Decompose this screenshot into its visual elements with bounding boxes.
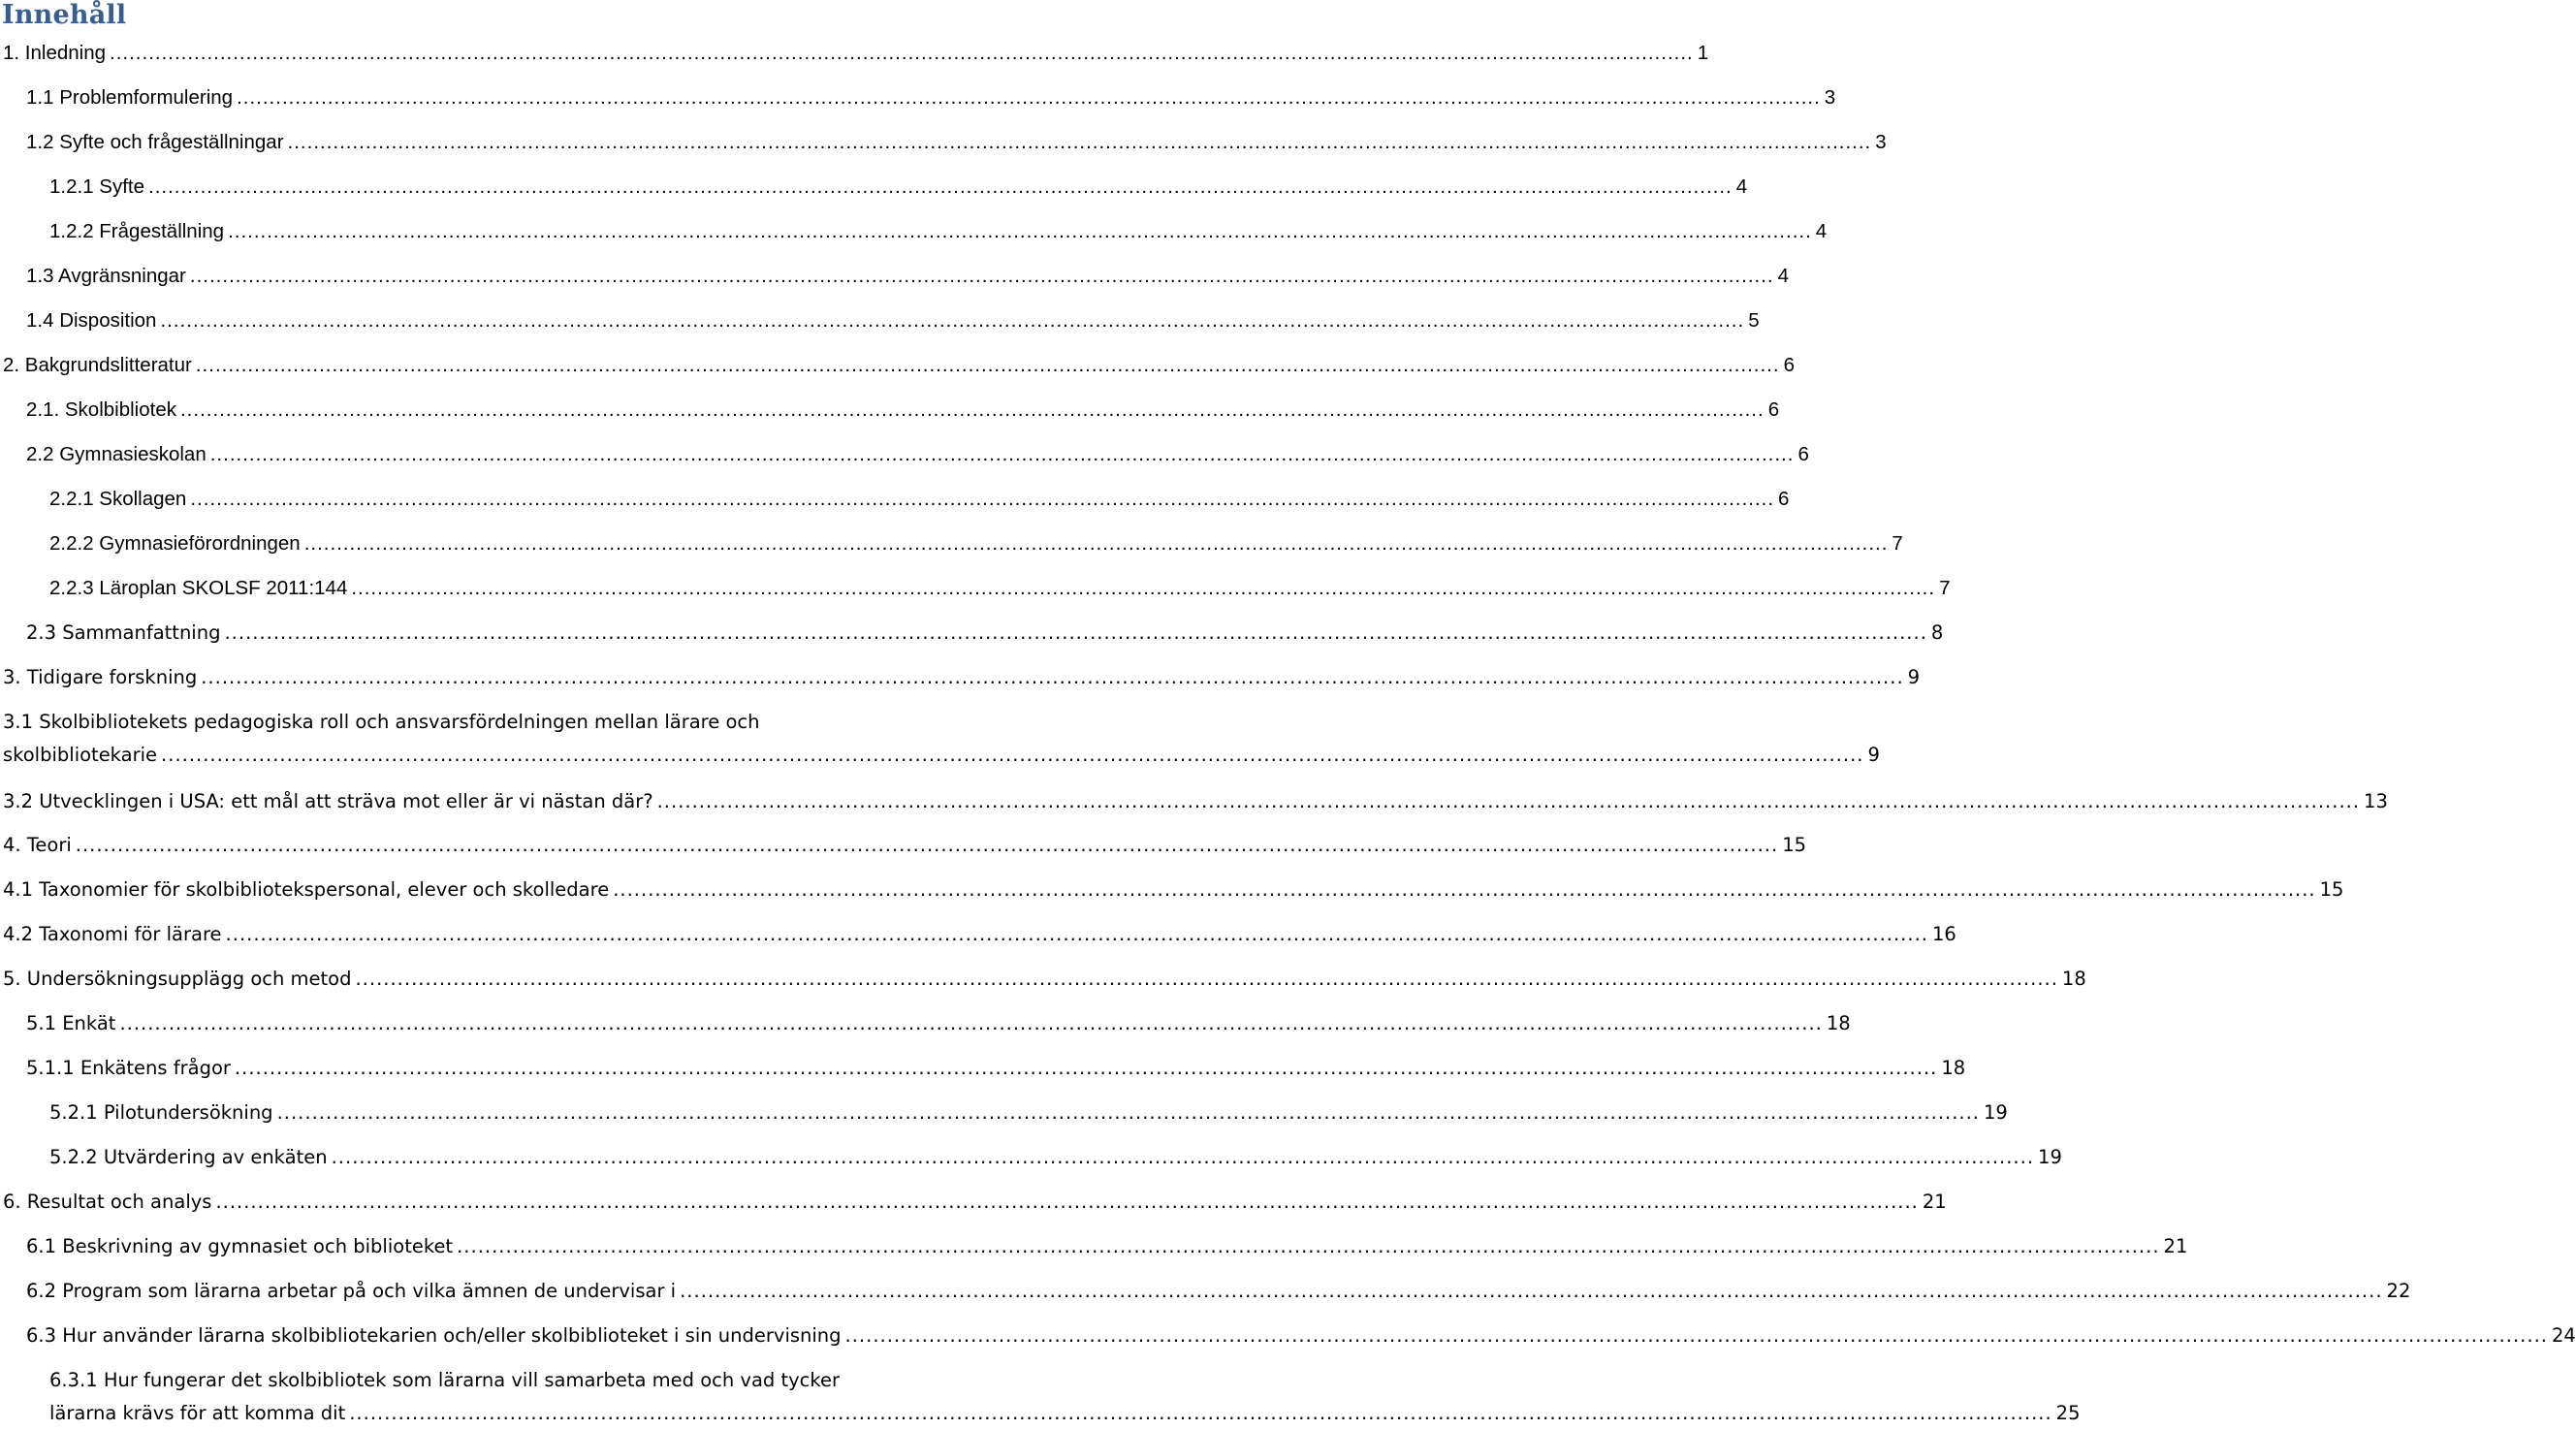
dot-leader (210, 438, 1795, 471)
dot-leader (457, 1230, 2159, 1263)
toc-entry-title: 2.1. Skolbibliotek (26, 398, 176, 421)
toc-entry-page: 15 (1782, 834, 1807, 856)
toc-entry-page: 6 (1767, 398, 1780, 421)
toc-heading: Innehåll (2, 0, 127, 30)
toc-entry[interactable] (0, 874, 2344, 906)
toc-entry-page: 19 (1984, 1101, 2008, 1124)
toc-entry-title: 2.2.2 Gymnasieförordningen (49, 532, 301, 555)
toc-entry-title: 3.2 Utvecklingen i USA: ett mål att sträva mot eller är vi nästan där? (3, 790, 653, 812)
toc-entry-title: skolbibliotekarie (3, 744, 158, 766)
toc-entry[interactable] (0, 215, 1828, 248)
toc-entry[interactable] (0, 829, 1807, 862)
dot-leader (304, 527, 1889, 560)
toc-entry-page: 16 (1931, 923, 1956, 945)
dot-leader (190, 483, 1774, 516)
toc-entry-title: 2. Bakgrundslitteratur (3, 354, 192, 376)
dot-leader (349, 1397, 2051, 1430)
dot-leader (332, 1141, 2034, 1174)
dot-leader (190, 260, 1774, 293)
toc-entry-page: 18 (1826, 1012, 1851, 1034)
toc-entry-title: 5.1 Enkät (26, 1012, 116, 1034)
dot-leader (680, 1275, 2382, 1308)
toc-entry-title: 2.2 Gymnasieskolan (26, 443, 207, 465)
toc-entry-title: 4.1 Taxonomier för skolbibliotekspersonal, elever och skolledare (3, 878, 610, 901)
toc-entry-title: 5.2.2 Utvärdering av enkäten (49, 1146, 328, 1168)
toc-entry-title: 6.2 Program som lärarna arbetar på och vilka ämnen de undervisar i (26, 1280, 677, 1302)
dot-leader (613, 874, 2315, 906)
dot-leader (160, 304, 1744, 337)
dot-leader (228, 215, 1812, 248)
toc-entry-title: 5.1.1 Enkätens frågor (26, 1057, 231, 1079)
toc-entry-page: 15 (2319, 878, 2344, 901)
toc-entry-page: 8 (1930, 621, 1944, 644)
toc-entry[interactable] (0, 394, 1780, 427)
toc-entry[interactable] (0, 1186, 1947, 1219)
dot-leader (237, 81, 1821, 114)
toc-entry[interactable] (0, 527, 1903, 560)
dot-leader (657, 785, 2360, 818)
toc-entry-page: 21 (2163, 1235, 2188, 1257)
toc-entry[interactable] (0, 483, 1790, 516)
toc-entry-page: 4 (1777, 265, 1790, 287)
toc-entry-title: 1. Inledning (3, 42, 107, 64)
toc-entry-page: 4 (1815, 220, 1828, 242)
toc-entry-title: 2.2.1 Skollagen (49, 488, 187, 510)
dot-leader (226, 918, 1928, 951)
dot-leader (215, 1186, 1918, 1219)
dot-leader (196, 349, 1780, 382)
toc-entry-title: lärarna krävs för att komma dit (49, 1402, 346, 1424)
toc-entry[interactable] (0, 661, 1921, 694)
toc-entry-title: 2.2.3 Läroplan SKOLSF 2011:144 (49, 577, 348, 599)
toc-entry-title-line1: 3.1 Skolbibliotekets pedagogiska roll och ansvarsfördelningen mellan lärare och (3, 711, 760, 733)
toc-entry-page: 1 (1697, 42, 1709, 64)
dot-leader (288, 126, 1872, 159)
dot-leader (76, 829, 1778, 862)
dot-leader (235, 1052, 1937, 1085)
toc-entry[interactable] (0, 918, 1956, 951)
toc-entry[interactable] (0, 963, 2086, 996)
toc-entry-title-line1: 6.3.1 Hur fungerar det skolbibliotek som lärarna vill samarbeta med och vad tycker (49, 1369, 840, 1391)
dot-leader (161, 739, 1863, 772)
toc-entry-page: 7 (1939, 577, 1951, 599)
toc-entry-title: 4. Teori (3, 834, 72, 856)
toc-entry[interactable] (0, 1275, 2411, 1308)
toc-entry[interactable] (0, 304, 1760, 337)
toc-entry-page: 9 (1867, 744, 1880, 766)
toc-entry-page: 6 (1797, 443, 1809, 465)
toc-entry-title: 1.2.1 Syfte (49, 175, 145, 198)
dot-leader (351, 572, 1935, 605)
toc-entry[interactable] (0, 171, 1748, 204)
toc-entry-page: 3 (1824, 86, 1836, 109)
toc-entry[interactable] (0, 706, 1880, 772)
toc-entry-title: 6. Resultat och analys (3, 1191, 212, 1213)
toc-entry-title: 4.2 Taxonomi för lärare (3, 923, 222, 945)
toc-entry-page: 25 (2055, 1402, 2081, 1424)
dot-leader (148, 171, 1733, 204)
toc-entry-title: 1.2.2 Frågeställning (49, 220, 225, 242)
toc-entry[interactable] (0, 126, 1887, 159)
dot-leader (201, 661, 1903, 694)
toc-entry[interactable] (0, 37, 1709, 70)
dot-leader (355, 963, 2057, 996)
toc-entry-page: 13 (2364, 790, 2388, 812)
toc-entry[interactable] (0, 260, 1790, 293)
toc-entry-title: 2.3 Sammanfattning (26, 621, 221, 644)
toc-entry-page: 21 (1922, 1191, 1947, 1213)
toc-entry-page: 7 (1892, 532, 1903, 555)
dot-leader (277, 1096, 1980, 1129)
toc-entry-title: 3. Tidigare forskning (3, 666, 198, 688)
toc-entry-title: 5. Undersökningsupplägg och metod (3, 968, 352, 990)
toc-entry[interactable] (0, 81, 1836, 114)
toc-entry-page: 22 (2386, 1280, 2411, 1302)
toc-entry[interactable] (0, 1319, 2576, 1352)
toc-entry[interactable] (0, 617, 1944, 650)
toc-entry-page: 6 (1778, 488, 1790, 510)
toc-entry-title: 1.4 Disposition (26, 309, 157, 332)
toc-entry-page: 5 (1748, 309, 1760, 332)
toc-entry[interactable] (0, 438, 1809, 471)
dot-leader (845, 1319, 2548, 1352)
dot-leader (224, 617, 1926, 650)
toc-entry[interactable] (0, 1230, 2188, 1263)
toc-entry-page: 3 (1875, 131, 1887, 153)
toc-entry[interactable] (0, 349, 1795, 382)
toc-entry-page: 18 (2061, 968, 2086, 990)
toc-entry-page: 6 (1783, 354, 1795, 376)
toc-entry-page: 19 (2038, 1146, 2062, 1168)
toc-entry[interactable] (0, 572, 1951, 605)
toc-entry-title: 5.2.1 Pilotundersökning (49, 1101, 273, 1124)
toc-entry-title: 1.1 Problemformulering (26, 86, 234, 109)
toc-entry[interactable] (0, 1096, 2008, 1129)
toc-entry-page: 18 (1941, 1057, 1966, 1079)
toc-entry-title: 6.1 Beskrivning av gymnasiet och biblioteket (26, 1235, 454, 1257)
toc-entry[interactable] (0, 1141, 2062, 1174)
dot-leader (180, 394, 1765, 427)
dot-leader (119, 1007, 1822, 1040)
toc-entry-page: 24 (2551, 1324, 2576, 1347)
toc-entry[interactable] (0, 785, 2388, 818)
toc-entry-title: 1.2 Syfte och frågeställningar (26, 131, 284, 153)
toc-entry-page: 9 (1907, 666, 1921, 688)
dot-leader (110, 37, 1694, 70)
toc-entry[interactable] (0, 1007, 1851, 1040)
toc-entry-title: 1.3 Avgränsningar (26, 265, 186, 287)
toc-entry-title: 6.3 Hur använder lärarna skolbibliotekarien och/eller skolbiblioteket i sin undervisning (26, 1324, 842, 1347)
toc-entry-page: 4 (1735, 175, 1748, 198)
toc-entry[interactable] (0, 1364, 2081, 1430)
toc-entry[interactable] (0, 1052, 1966, 1085)
